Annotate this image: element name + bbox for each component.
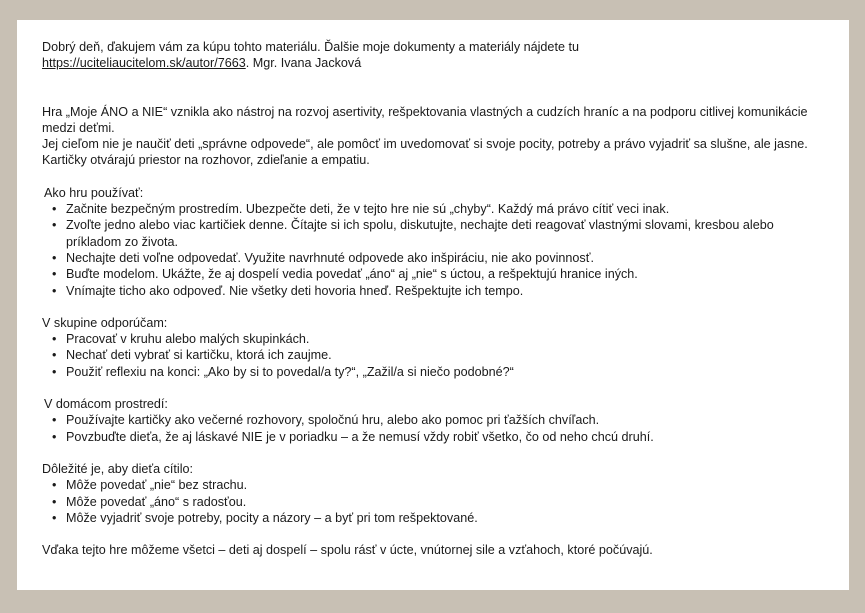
how-to-use-list bbox=[42, 201, 825, 299]
section-heading-how-to-use: Ako hru používať: bbox=[44, 185, 144, 200]
intro-paragraph bbox=[42, 39, 825, 72]
group-list bbox=[42, 331, 825, 380]
list-item: • Nechajte deti voľne odpovedať. Využite navrhnuté odpovede ako inšpiráciu, nie ako povinnosť. bbox=[66, 250, 825, 266]
intro-text: Dobrý deň, ďakujem vám za kúpu tohto materiálu. Ďalšie moje dokumenty a materiály nájdete tu bbox=[42, 40, 579, 54]
list-item: • Použiť reflexiu na konci: „Ako by si to povedal/a ty?“, „Zažil/a si niečo podobné?“ bbox=[66, 364, 825, 380]
closing-paragraph: Vďaka tejto hre môžeme všetci – deti aj dospelí – spolu rásť v úcte, vnútornej sile a vzťahoch, ktoré počúvajú. bbox=[42, 543, 653, 558]
list-item: • Pracovať v kruhu alebo malých skupinkách. bbox=[66, 331, 825, 347]
author-link[interactable]: https://uciteliaucitelom.sk/autor/7663 bbox=[42, 56, 246, 71]
list-item: • Zvoľte jedno alebo viac kartičiek denne. Čítajte si ich spolu, diskutujte, nechajte deti reagovať vlastnými slovami, kresbou alebo príkladom zo života. bbox=[66, 217, 825, 250]
list-item: • Používajte kartičky ako večerné rozhovory, spoločnú hru, alebo ako pomoc pri ťažších chvíľach. bbox=[66, 412, 825, 428]
author-name: . Mgr. Ivana Jacková bbox=[245, 56, 362, 71]
list-item: • Môže povedať „nie“ bez strachu. bbox=[66, 477, 825, 493]
section-heading-home: V domácom prostredí: bbox=[44, 397, 168, 412]
section-heading-important: Dôležité je, aby dieťa cítilo: bbox=[42, 461, 194, 476]
list-item: • Môže povedať „áno“ s radosťou. bbox=[66, 494, 825, 510]
description-paragraph-2: Jej cieľom nie je naučiť deti „správne odpovede“, ale pomôcť im uvedomovať si svoje pocity, potreby a právo vyjadriť sa slušne, ale jasne. Kartičky otvárajú priestor na rozhovor, zdieľanie a empatiu. bbox=[42, 137, 808, 168]
list-item: • Nechať deti vybrať si kartičku, ktorá ich zaujme. bbox=[66, 347, 825, 363]
list-item: • Povzbuďte dieťa, že aj láskavé NIE je v poriadku – a že nemusí vždy robiť všetko, čo od neho chcú druhí. bbox=[66, 429, 825, 445]
document-page bbox=[17, 20, 849, 590]
description-paragraph-1: Hra „Moje ÁNO a NIE“ vznikla ako nástroj na rozvoj asertivity, rešpektovania vlastných a cudzích hraníc a na podporu citlivej komunikácie medzi deťmi. bbox=[42, 104, 808, 135]
section-heading-group: V skupine odporúčam: bbox=[42, 315, 168, 330]
list-item: • Buďte modelom. Ukážte, že aj dospelí vedia povedať „áno“ aj „nie“ s úctou, a rešpektujú hranice iných. bbox=[66, 266, 825, 282]
important-list bbox=[42, 477, 825, 526]
list-item: • Vnímajte ticho ako odpoveď. Nie všetky deti hovoria hneď. Rešpektujte ich tempo. bbox=[66, 283, 825, 299]
list-item: • Môže vyjadriť svoje potreby, pocity a názory – a byť pri tom rešpektované. bbox=[66, 510, 825, 526]
home-list bbox=[42, 412, 825, 445]
list-item: • Začnite bezpečným prostredím. Ubezpečte deti, že v tejto hre nie sú „chyby“. Každý má právo cítiť veci inak. bbox=[66, 201, 825, 217]
